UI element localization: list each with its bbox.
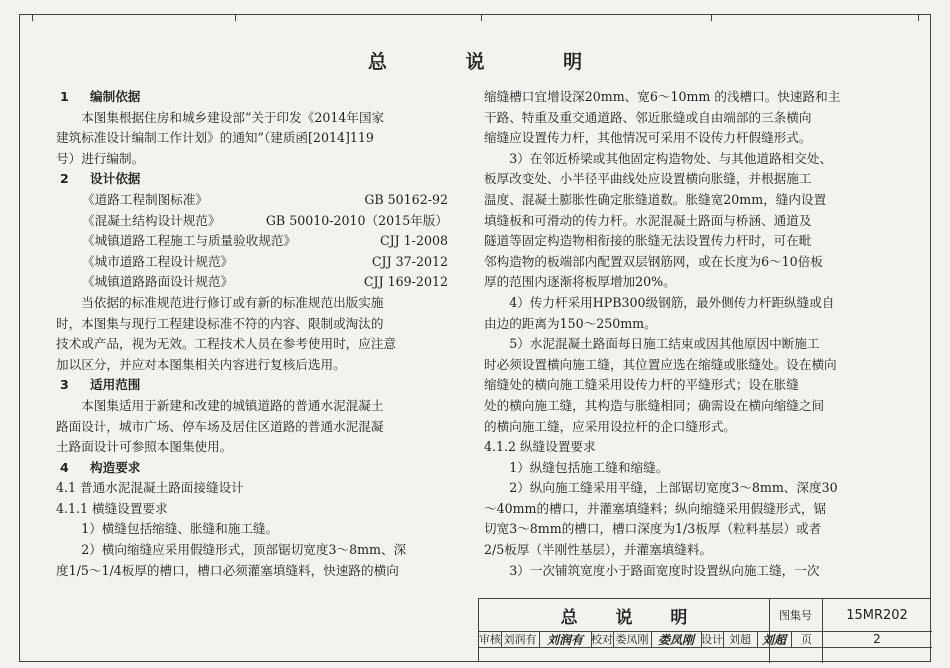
section-heading xyxy=(56,169,448,190)
page-label: 页 xyxy=(801,633,812,646)
text-line: 3）在邻近桥梁或其他固定构造物处、与其他道路相交处、 xyxy=(484,150,833,166)
text-line: 缩缝处的横向施工缝采用设传力杆的平缝形式；设在胀缝 xyxy=(484,377,799,393)
text-line: 4）传力杆采用HPB300级钢筋，最外侧传力杆距纵缝或自 xyxy=(484,294,835,310)
text-line: 1）横缝包括缩缝、胀缝和施工缝。 xyxy=(56,521,279,537)
title-block-title: 总 说 明 xyxy=(560,607,704,628)
page-number: 2 xyxy=(873,632,881,646)
check-label: 校对 xyxy=(591,633,613,646)
text-line: 加以区分，并应对本图集相关内容进行复核后选用。 xyxy=(56,356,346,372)
text-line: 路面设计，城市广场、停车场及居住区道路的普通水泥混凝 xyxy=(56,418,384,434)
frame-tick xyxy=(711,15,712,21)
section-heading xyxy=(56,87,448,108)
text-line: 土路面设计可参照本图集使用。 xyxy=(56,439,233,455)
text-line: 4.1.2 纵缝设置要求 xyxy=(484,439,596,455)
text-line: 干路、特重及重交通道路、邻近胀缝或自由端部的三条横向 xyxy=(484,109,812,125)
text-line: 的横向施工缝，应采用设拉杆的企口缝形式。 xyxy=(484,418,736,434)
text-line: 温度、混凝土膨胀性确定胀缝道数。胀缝宽20mm，缝内设置 xyxy=(484,191,827,207)
text-line: 缩缝应设置传力杆，其他情况可采用不设传力杆假缝形式。 xyxy=(484,130,812,146)
standard-code: CJJ 169-2012 xyxy=(363,274,448,290)
frame-tick xyxy=(235,15,236,21)
standard-name: 《混凝土结构设计规范》 xyxy=(82,212,221,228)
text-line: 2/5板厚（半刚性基层），并灌塞填缝料。 xyxy=(484,542,713,558)
text-line: 隧道等固定构造物相衔接的胀缝无法设置传力杆时，可在毗 xyxy=(484,233,812,249)
text-line: 时，本图集与现行工程建设标准不符的内容、限制或淘汰的 xyxy=(56,315,384,331)
reference-standard xyxy=(56,190,448,211)
section-title: 编制依据 xyxy=(90,89,141,104)
standard-code: CJJ 37-2012 xyxy=(371,253,448,269)
frame-tick xyxy=(481,15,482,21)
reference-standard xyxy=(56,231,448,252)
text-line: 号）进行编制。 xyxy=(56,150,145,166)
standard-code: CJJ 1-2008 xyxy=(379,233,448,249)
right-column xyxy=(484,87,884,581)
text-line: 处的横向施工缝，其构造与胀缝相同；确需设在横向缩缝之间 xyxy=(484,397,825,413)
text-line: 由边的距离为150～250mm。 xyxy=(484,315,657,331)
review-label: 审核 xyxy=(479,633,501,646)
text-line: 缩缝槽口宜增设深20mm、宽6～10mm 的浅槽口。快速路和主 xyxy=(484,89,841,104)
standard-name: 《城镇道路路面设计规范》 xyxy=(82,274,234,290)
section-number: 4 xyxy=(60,459,69,475)
section-number: 1 xyxy=(60,89,69,104)
text-line: 当依据的标准规范进行修订或有新的标准规范出版实施 xyxy=(56,294,384,310)
check-signature: 娄凤刚 xyxy=(657,632,694,647)
left-column xyxy=(56,87,448,581)
text-line: 2）横向缩缝应采用假缝形式，顶部锯切宽度3～8mm、深 xyxy=(56,542,407,558)
reference-standard xyxy=(56,211,448,232)
title-block xyxy=(478,598,931,662)
standard-name: 《道路工程制图标准》 xyxy=(82,191,208,207)
text-line: 5）水泥混凝土路面每日施工结束或因其他原因中断施工 xyxy=(484,336,820,352)
check-name: 娄凤刚 xyxy=(615,633,649,646)
text-line: ～40mm的槽口，并灌塞填缝料；纵向缩缝采用假缝形式，锯 xyxy=(484,500,827,516)
text-line: 邻构造物的板端部内配置双层钢筋网，或在长度为6～10倍板 xyxy=(484,253,823,269)
atlas-number-label: 图集号 xyxy=(779,609,812,622)
frame-tick xyxy=(918,15,919,21)
text-line: 建筑标准设计编制工作计划》的通知”（建质函[2014]119 xyxy=(56,130,374,146)
text-line: 1）纵缝包括施工缝和缩缝。 xyxy=(484,459,669,475)
standard-name: 《城市道路工程设计规范》 xyxy=(82,253,234,269)
text-line: 厚的范围内逐渐将板厚增加20%。 xyxy=(484,274,676,290)
review-signature: 刘润有 xyxy=(546,632,583,647)
text-line: 本图集根据住房和城乡建设部“关于印发《2014年国家 xyxy=(56,109,385,125)
text-line: 4.1.1 横缝设置要求 xyxy=(56,500,168,516)
reference-standard xyxy=(56,272,448,293)
text-line: 本图集适用于新建和改建的城镇道路的普通水泥混凝土 xyxy=(56,397,384,413)
design-name: 刘超 xyxy=(729,633,751,646)
text-line: 度1/5～1/4板厚的槽口，槽口必须灌塞填缝料，快速路的横向 xyxy=(56,562,399,578)
section-number: 3 xyxy=(60,377,69,393)
text-line: 填缝板和可滑动的传力杆。水泥混凝土路面与桥涵、通道及 xyxy=(484,212,812,228)
design-label: 设计 xyxy=(701,633,723,646)
section-heading xyxy=(56,458,448,479)
text-line: 4.1 普通水泥混凝土路面接缝设计 xyxy=(56,480,244,496)
standard-name: 《城镇道路工程施工与质量验收规范》 xyxy=(82,233,297,249)
standard-code: GB 50162-92 xyxy=(364,191,448,207)
text-line: 2）纵向施工缝采用平缝，上部锯切宽度3～8mm、深度30 xyxy=(484,480,838,496)
section-number: 2 xyxy=(60,171,69,187)
standard-code: GB 50010-2010（2015年版） xyxy=(265,212,448,228)
text-line: 技术或产品，视为无效。工程技术人员在参考使用时，应注意 xyxy=(56,336,397,352)
review-name: 刘润有 xyxy=(503,633,537,646)
text-line: 板厚改变处、小半径平曲线处应设置横向胀缝，并根据施工 xyxy=(484,171,812,187)
text-line: 3）一次铺筑宽度小于路面宽度时设置纵向施工缝，一次 xyxy=(484,562,820,578)
section-title: 设计依据 xyxy=(90,171,141,187)
page-title: 总 说 明 xyxy=(367,51,619,73)
section-heading xyxy=(56,375,448,396)
frame-tick xyxy=(32,15,33,21)
atlas-number: 15MR202 xyxy=(846,607,908,623)
text-line: 切宽3～8mm的槽口，槽口深度为1/3板厚（粒料基层）或者 xyxy=(484,521,822,537)
section-title: 适用范围 xyxy=(90,377,141,393)
reference-standard xyxy=(56,252,448,273)
design-signature: 刘超 xyxy=(761,632,786,647)
section-title: 构造要求 xyxy=(90,459,141,475)
text-line: 时必须设置横向施工缝，其位置应选在缩缝或胀缝处。设在横向 xyxy=(484,356,837,372)
